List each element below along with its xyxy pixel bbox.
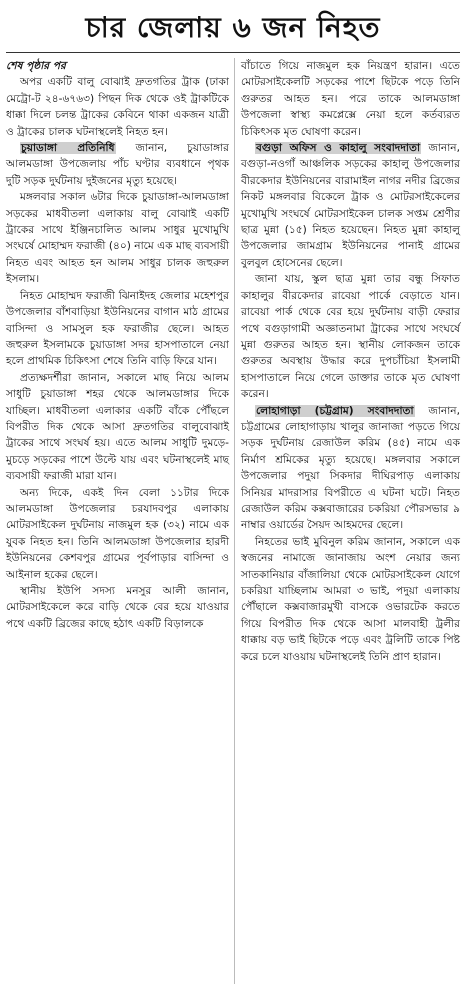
headline-rule — [6, 52, 460, 53]
paragraph: নিহত মোহাম্মদ ফরাজী ঝিনাইদহ জেলার মহেশপুর উপজেলার বাঁশবাড়িয়া ইউনিয়নের বাগান মাঠ গ্রামের বাসিন্দা ও সামসুল হক ফরাজীর ছেলে। আহত জহুরুল ইসলামকে চুয়াডাঙ্গা সদর হাসপাতালে নেয়া হলে প্রাথমিক চিকিৎসা শেষে তিনি বাড়ি ফিরে যান। — [6, 289, 229, 368]
paragraph: অন্য দিকে, একই দিন বেলা ১১টার দিকে আলমডাঙ্গা উপজেলার চরযাদবপুর এলাকায় মোটরসাইকেল দুর্ঘটনায় নাজমুল হক (৩২) নামে এক যুবক নিহত হন। তিনি আলমডাঙ্গা উপজেলার হারদী ইউনিয়নের কেশবপুর গ্রামের পূর্বপাড়ার বাসিন্দা ও আইনাল হকের ছেলে। — [6, 486, 229, 581]
paragraph-with-dateline — [6, 140, 229, 189]
dateline: চুয়াডাঙ্গা প্রতিনিধি — [21, 142, 115, 155]
headline: চার জেলায় ৬ জন নিহত — [85, 11, 381, 44]
paragraph: মঙ্গলবার সকাল ৬টার দিকে চুয়াডাঙ্গা-আলমডাঙ্গা সড়কের মাধবীতলা এলাকায় বালু বোঝাই একটি ট্রাকের সাথে ইঞ্জিনচালিত আলম সাধুর মুখোমুখি সংঘর্ষে মোহাম্মদ ফরাজী (৪০) নামে এক মাছ ব্যবসায়ী নিহত এবং আহত হন আলম সাধুর চালক জহুরুল ইসলাম। — [6, 191, 229, 286]
right-column — [241, 58, 460, 665]
paragraph: অপর একটি বালু বোঝাই দ্রুতগতির ট্রাক (ঢাকা মেট্রো-ট ২৪-৬৭৬৩) পিছন দিক থেকে ওই ট্রাকটিকে ধাক্কা দিলে চলন্ত ট্রাকের কেবিনে থাকা একজন যাত্রী ও ট্রাকের চালক ঘটনাস্থলেই নিহত হন। — [6, 76, 229, 138]
paragraph-with-dateline — [241, 403, 460, 534]
paragraph-text: জানান, চট্টগ্রামের লোহাগাড়ায় খালুর জানাজা পড়তে গিয়ে সড়ক দুর্ঘটনায় রেজাউল করিম (৪৫) নামে এক নির্মাণ শ্রমিকের মৃত্যু হয়েছে। মঙ্গলবার সকালে উপজেলার পদুয়া সিকদার দীঘিরপাড় এলাকায় সিনিয়র মাদরাসার বিপরীতে এ ঘটনা ঘটে। নিহত রেজাউল করিম কক্সবাজারের চকরিয়া পৌরসভার ৯ নাম্বার ওয়ার্ডের সৈয়দ আহমদের ছেলে। — [241, 404, 460, 532]
continued-label: শেষ পৃষ্ঠার পর — [6, 60, 66, 72]
paragraph: প্রত্যক্ষদর্শীরা জানান, সকালে মাছ নিয়ে আলম সাধুটি চুয়াডাঙ্গা শহর থেকে আলমডাঙ্গার দিকে যাচ্ছিল। মাধবীতলা এলাকার একটি বাঁকে পৌঁছলে বিপরীত দিক থেকে আসা দ্রুতগতির বালুবোঝাই ট্রাকের সাথে সংঘর্ষ হয়। এতে আলম সাধুটি দুমড়ে-মুচড়ে সড়কের পাশে উল্টে যায় এবং ঘটনাস্থলেই মাছ ব্যবসায়ী ফরাজী মারা যান। — [6, 371, 229, 483]
paragraph: স্থানীয় ইউপি সদস্য মনসুর আলী জানান, মোটরসাইকেলে করে বাড়ি থেকে বের হয়ে যাওয়ার পথে একটি ব্রিজের কাছে হঠাৎ একটি বিড়ালকে — [6, 585, 229, 630]
paragraph: বাঁচাতে গিয়ে নাজমুল হক নিয়ন্ত্রণ হারান। এতে মোটরসাইকেলটি সড়কের পাশে ছিটকে পড়ে তিনি গুরুতর আহত হন। পরে তাকে আলমডাঙ্গা উপজেলা স্বাস্থ্য কমপ্লেক্সে নেয়া হলে কর্তব্যরত চিকিৎসক মৃত ঘোষণা করেন। — [241, 60, 460, 138]
dateline: লোহাগাড়া (চট্টগ্রাম) সংবাদদাতা — [256, 404, 414, 417]
paragraph-text: জানান, বগুড়া-নওগাঁ আঞ্চলিক সড়কের কাহালু উপজেলার বীরকেদার ইউনিয়নের বারামাইল নাগর নদীর ব্রিজের নিকট মঙ্গলবার বিকেলে ট্রাক ও মোটরসাইকেলের মুখোমুখি সংঘর্ষে মোটরসাইকেল চালক সপ্তম শ্রেণীর ছাত্র মুন্না (১৫) নিহত হয়েছেন। নিহত মুন্না কাহালু উপজেলার জামগ্রাম ইউনিয়নের পানাই গ্রামের বুলবুল হোসেনের ছেলে। — [241, 142, 460, 269]
paragraph-with-dateline — [241, 140, 460, 271]
paragraph-text: জানান, চুয়াডাঙ্গার আলমডাঙ্গা উপজেলায় পাঁচ ঘণ্টার ব্যবধানে পৃথক দুটি সড়ক দুর্ঘটনায় দুইজনের মৃত্যু হয়েছে। — [6, 142, 229, 187]
paragraph: নিহতের ভাই মুবিনুল করিম জানান, সকালে এক স্বজনের নামাজে জানাজায় অংশ নেয়ার জন্য সাতকানিয়ার বাঁজালিয়া থেকে মোটরসাইকেল যোগে চকরিয়া যাচ্ছিলাম আমরা ৩ ভাই, পদুয়া এলাকায় পৌঁছালে কক্সবাজারমুখী বাসকে ওভারটেক করতে গিয়ে বিপরীত দিক থেকে আসা মালবাহী ট্রলীর ধাক্কায় বড় ভাই ছিটকে পড়ে এবং ট্রলিটি তাকে পিষ্ট করে চলে যাওয়ায় ঘটনাস্থলেই তিনি প্রাণ হারান। — [241, 535, 460, 663]
left-column — [6, 58, 229, 632]
column-divider — [234, 58, 235, 984]
paragraph: জানা যায়, স্কুল ছাত্র মুন্না তার বন্ধু সিফাত কাহালুর বীরকেদার রাবেয়া পার্কে বেড়াতে যান। রাবেয়া পার্ক থেকে বের হয়ে দুর্ঘটনায় বাড়ী ফেরার পথে বগুড়াগামী অজ্ঞাতনামা ট্রাকের সাথে সংঘর্ষে মুন্না গুরুতর আহত হন। স্থানীয় লোকজন তাকে গুরুতর অবস্থায় উদ্ধার করে দুপচাঁচিয়া ইসলামী হাসপাতালে নিয়ে গেলে ডাক্তার তাকে মৃত ঘোষণা করেন। — [241, 273, 460, 401]
dateline: বগুড়া অফিস ও কাহালু সংবাদদাতা — [256, 142, 421, 155]
